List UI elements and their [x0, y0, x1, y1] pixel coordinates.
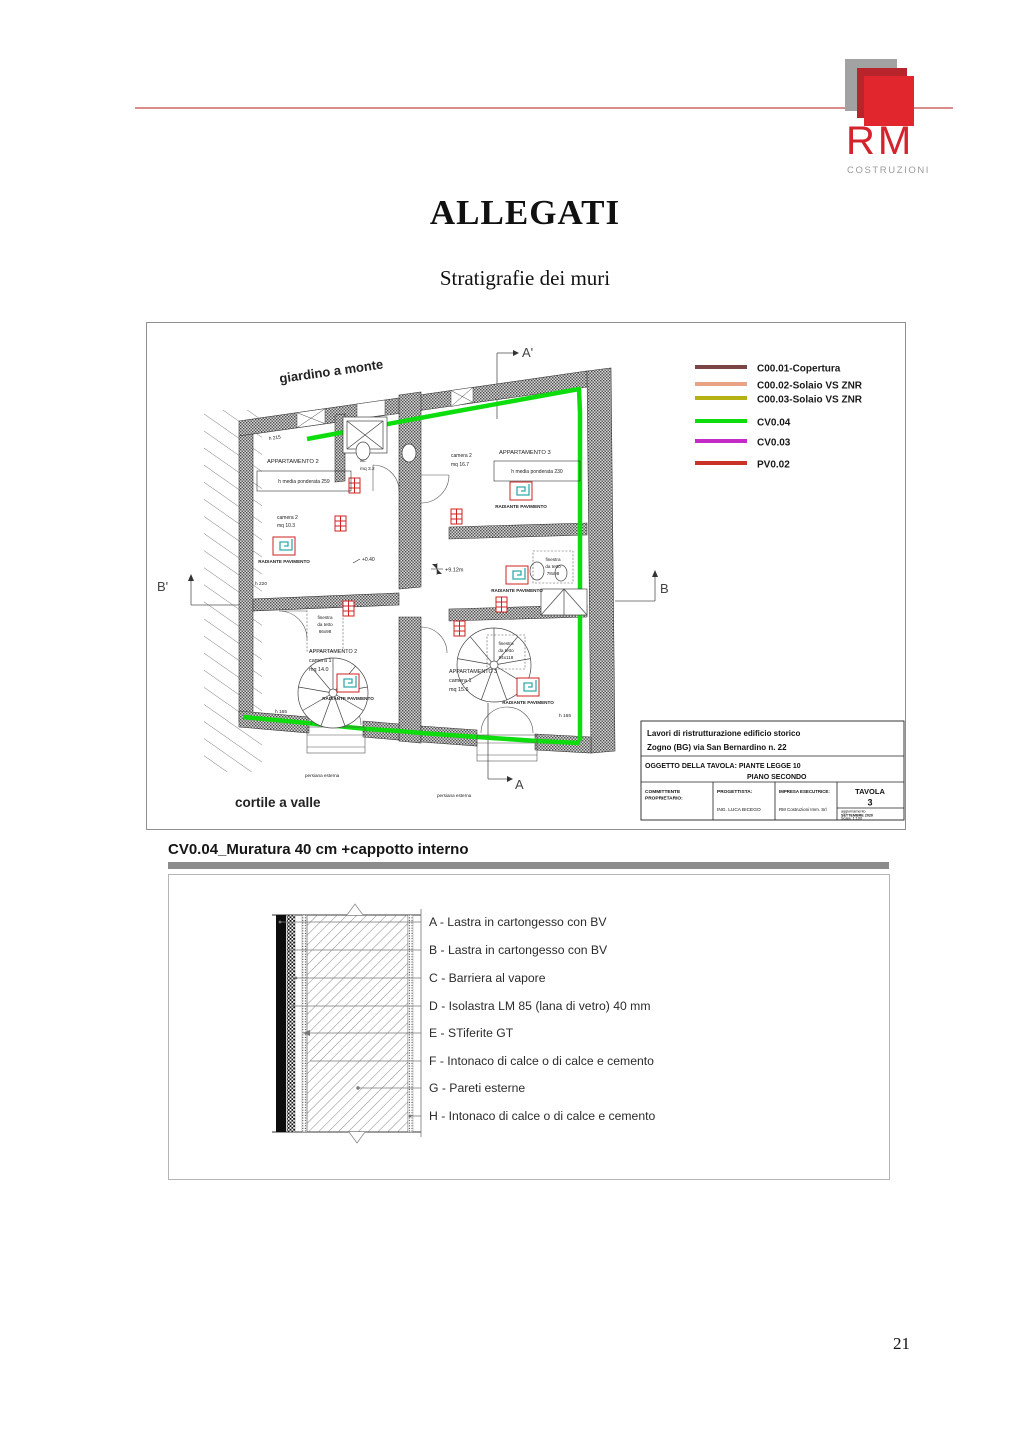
svg-text:78x98: 78x98 — [546, 571, 560, 576]
label-apt2-cam1-b: camera 1 — [309, 658, 332, 664]
svg-text:RADIANTE PAVIMENTO: RADIANTE PAVIMENTO — [258, 559, 310, 564]
tb-oggetto: OGGETTO DELLA TAVOLA: PIANTE LEGGE 10 — [645, 763, 801, 770]
svg-text:+0.40: +0.40 — [362, 557, 375, 563]
tb-committente-2: PROPRIETARIO: — [645, 796, 683, 802]
svg-text:finestra: finestra — [498, 641, 514, 646]
company-logo — [843, 55, 963, 185]
layer-intonaco-right — [408, 915, 413, 1132]
arrow-b — [652, 570, 658, 577]
label-apt2-cam2: camera 2 — [277, 515, 298, 521]
label-giardino: giardino a monte — [278, 356, 385, 386]
tb-committente-1: COMMITTENTE — [645, 790, 681, 795]
logo-brand-text: RM — [846, 119, 915, 163]
label-persiana-left: persiana esterna — [305, 773, 340, 778]
tb-project-line1: Lavori di ristrutturazione edificio storico — [647, 729, 801, 738]
layer-muratura-hatch — [307, 915, 408, 1132]
layer-label-d: D - Isolastra LM 85 (lana di vetro) 40 mm — [429, 999, 651, 1013]
tb-project-line2: Zogno (BG) via San Bernardino n. 22 — [647, 743, 787, 752]
legend-swatch-0 — [695, 365, 747, 369]
svg-text:RADIANTE PAVIMENTO: RADIANTE PAVIMENTO — [322, 696, 374, 701]
label-apt3-cam1-b: camera 1 — [449, 678, 472, 684]
section-marker-a-prime: A' — [522, 345, 534, 360]
svg-text:+9.12m: +9.12m — [445, 567, 464, 574]
tb-progettista-name: ING. LUCA BICEGO — [717, 808, 761, 813]
tb-aggiornamento-date: SETTEMBRE 2020 — [841, 813, 873, 818]
layer-label-a: A - Lastra in cartongesso con BV — [429, 915, 607, 929]
legend-swatch-3 — [695, 419, 747, 423]
arrow-a — [507, 776, 513, 782]
layer-label-f: F - Intonaco di calce o di calce e cemento — [429, 1054, 654, 1068]
label-apt3-cam2: camera 2 — [451, 453, 472, 459]
label-ac-mq: mq 3.2 — [360, 467, 375, 472]
legend-label-5: PV0.02 — [757, 459, 790, 471]
label-apt2: APPARTAMENTO 2 — [267, 459, 319, 465]
label-apt2-cam2-mq: mq 10.3 — [277, 523, 296, 529]
layer-label-b: B - Lastra in cartongesso con BV — [429, 943, 608, 957]
svg-text:66x98: 66x98 — [318, 629, 332, 634]
label-cortile: cortile a valle — [235, 795, 321, 810]
arrow-a-prime — [513, 350, 519, 356]
strat-heading: CV0.04_Muratura 40 cm +cappotto interno — [168, 841, 469, 858]
header-rule — [135, 107, 953, 109]
tb-tavola-label: TAVOLA — [855, 787, 885, 796]
svg-text:da tetto: da tetto — [545, 564, 561, 569]
legend-label-4: CV0.03 — [757, 437, 791, 449]
svg-text:da tetto: da tetto — [498, 648, 514, 653]
layer-label-g: G - Pareti esterne — [429, 1081, 526, 1095]
plan-legend — [695, 364, 863, 471]
label-apt3: APPARTAMENTO 3 — [499, 450, 551, 456]
tb-tavola-number: 3 — [867, 797, 873, 808]
layer-label-e: E - STiferite GT — [429, 1026, 514, 1040]
break-mark-top — [347, 904, 363, 915]
legend-swatch-2 — [695, 396, 747, 400]
bath-fixtures — [343, 417, 587, 615]
tb-impresa-label: IMPRESA ESECUTRICE: — [779, 789, 830, 794]
page-title: ALLEGATI — [429, 193, 621, 232]
svg-text:94x118: 94x118 — [498, 655, 514, 660]
label-apt3-cam2-mq: mq 16.7 — [451, 462, 470, 468]
legend-label-1: C00.02-Solaio VS ZNR — [757, 380, 863, 392]
layer-cartongesso — [276, 915, 286, 1132]
tb-piano: PIANO SECONDO — [747, 774, 807, 781]
arrow-b-prime — [188, 574, 194, 581]
legend-swatch-1 — [695, 382, 747, 386]
section-marker-b-prime: B' — [157, 579, 169, 594]
label-apt3-cam1-a: APPARTAMENTO 3 — [449, 669, 498, 675]
label-apt2-cam1-a: APPARTAMENTO 2 — [309, 649, 358, 655]
svg-text:finestra: finestra — [317, 615, 333, 620]
legend-swatch-4 — [695, 439, 747, 443]
tb-progettista-label: PROGETTISTA: — [717, 790, 753, 795]
label-apt3-cam1-c: mq 15.6 — [449, 687, 469, 693]
svg-text:RADIANTE PAVIMENTO: RADIANTE PAVIMENTO — [491, 588, 543, 593]
legend-label-0: C00.01-Copertura — [757, 363, 841, 375]
svg-text:RADIANTE PAVIMENTO: RADIANTE PAVIMENTO — [495, 504, 547, 509]
layer-label-h: H - Intonaco di calce o di calce e cemento — [429, 1109, 656, 1123]
legend-label-2: C00.03-Solaio VS ZNR — [757, 394, 863, 406]
tb-scala: Scala: 1:100 — [841, 816, 863, 821]
layer-isolante-checker — [287, 915, 295, 1132]
tb-aggiornamento: aggiornamento — [841, 809, 866, 814]
section-marker-a: A — [515, 777, 524, 792]
label-h165-right: h 165 — [559, 714, 572, 719]
title-block — [641, 721, 904, 821]
wall-section-figure — [168, 874, 890, 1180]
page-number: 21 — [893, 1334, 910, 1353]
layer-intonaco-left — [302, 915, 307, 1132]
wall-section-svg — [169, 875, 889, 1179]
section-marker-b: B — [660, 581, 669, 596]
strat-divider-bar — [168, 862, 889, 869]
layer-labels — [429, 915, 655, 1123]
break-mark-bottom — [349, 1132, 365, 1143]
svg-text:finestra: finestra — [545, 557, 561, 562]
page-subtitle: Stratigrafie dei muri — [439, 266, 611, 290]
layer-label-c: C - Barriera al vapore — [429, 971, 546, 985]
label-h165-left: h 165 — [275, 710, 288, 715]
label-h215: h 215 — [268, 435, 282, 442]
label-apt2-cam1-c: mq 14.0 — [309, 667, 329, 673]
legend-label-3: CV0.04 — [757, 417, 791, 429]
legend-swatch-5 — [695, 461, 747, 465]
wall-layers — [272, 904, 421, 1143]
floor-plan-figure — [146, 322, 906, 830]
label-persiana-right: persiana esterna — [437, 793, 472, 798]
floor-plan-svg — [147, 323, 905, 829]
quota-040 — [353, 557, 375, 563]
quota-912 — [431, 563, 464, 575]
label-apt3-h: h media ponderata 230 — [511, 469, 563, 475]
label-h220: h 220 — [255, 582, 268, 587]
label-apt2-h: h media ponderata 259 — [278, 479, 330, 485]
logo-brand-subtext: COSTRUZIONI — [847, 165, 931, 176]
svg-text:RADIANTE PAVIMENTO: RADIANTE PAVIMENTO — [502, 700, 554, 705]
label-ac: ac. — [360, 459, 367, 464]
svg-text:da tetto: da tetto — [317, 622, 333, 627]
tb-impresa-name: RM Costruzioni Imm. Srl — [779, 807, 827, 812]
